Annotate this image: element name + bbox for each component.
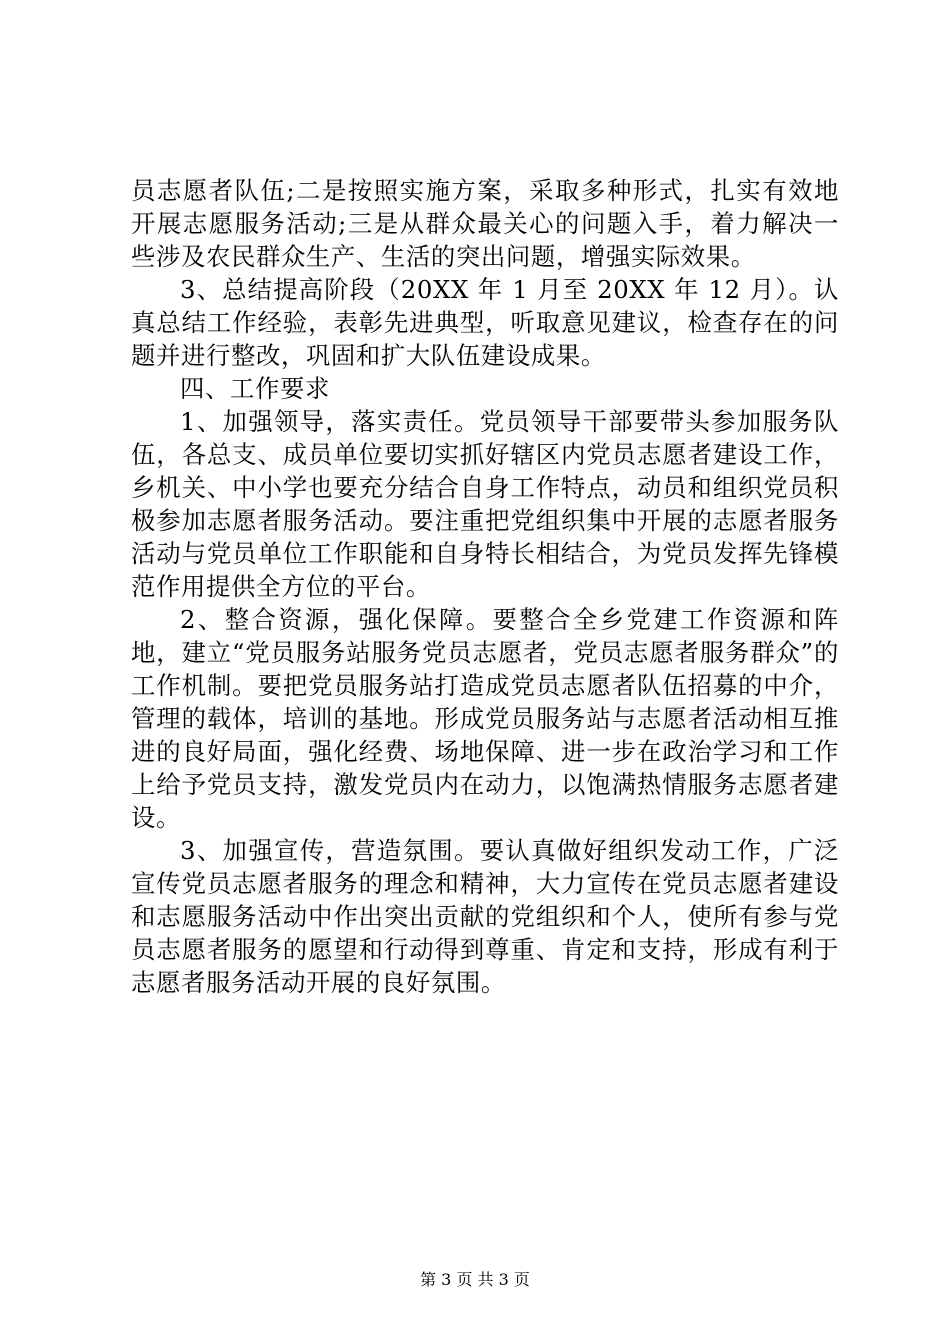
- page-footer: [0, 1270, 950, 1290]
- document-body: [131, 174, 839, 999]
- section-heading-work-requirements: 四、工作要求: [180, 374, 330, 403]
- paragraph-requirement-3: 3、加强宣传，营造氛围。要认真做好组织发动工作，广泛宣传党员志愿者服务的理念和精神，大力宣传在党员志愿者建设和志愿服务活动中作出突出贡献的党组织和个人，使所有参与党员志愿者服务的愿望和行动得到尊重、肯定和支持，形成有利于志愿者服务活动开展的良好氛围。: [131, 836, 839, 997]
- page-number-label: 第 3 页 共 3 页: [420, 1270, 530, 1289]
- paragraph-requirement-1: 1、加强领导，落实责任。党员领导干部要带头参加服务队伍，各总支、成员单位要切实抓好辖区内党员志愿者建设工作，乡机关、中小学也要充分结合自身工作特点，动员和组织党员积极参加志愿者服务活动。要注重把党组织集中开展的志愿者服务活动与党员单位工作职能和自身特长相结合，为党员发挥先锋模范作用提供全方位的平台。: [131, 407, 839, 601]
- paragraph-stage-3: 3、总结提高阶段（20XX 年 1 月至 20XX 年 12 月）。认真总结工作经验，表彰先进典型，听取意见建议，检查存在的问题并进行整改，巩固和扩大队伍建设成果。: [131, 275, 839, 370]
- paragraph-requirement-2: 2、整合资源，强化保障。要整合全乡党建工作资源和阵地，建立“党员服务站服务党员志愿者，党员志愿者服务群众”的工作机制。要把党员服务站打造成党员志愿者队伍招募的中介，管理的载体，培训的基地。形成党员服务站与志愿者活动相互推进的良好局面，强化经费、场地保障、进一步在政治学习和工作上给予党员支持，激发党员内在动力，以饱满热情服务志愿者建设。: [131, 605, 839, 832]
- paragraph-continuation: 员志愿者队伍;二是按照实施方案，采取多种形式，扎实有效地开展志愿服务活动;三是从群众最关心的问题入手，着力解决一些涉及农民群众生产、生活的突出问题，增强实际效果。: [131, 176, 839, 271]
